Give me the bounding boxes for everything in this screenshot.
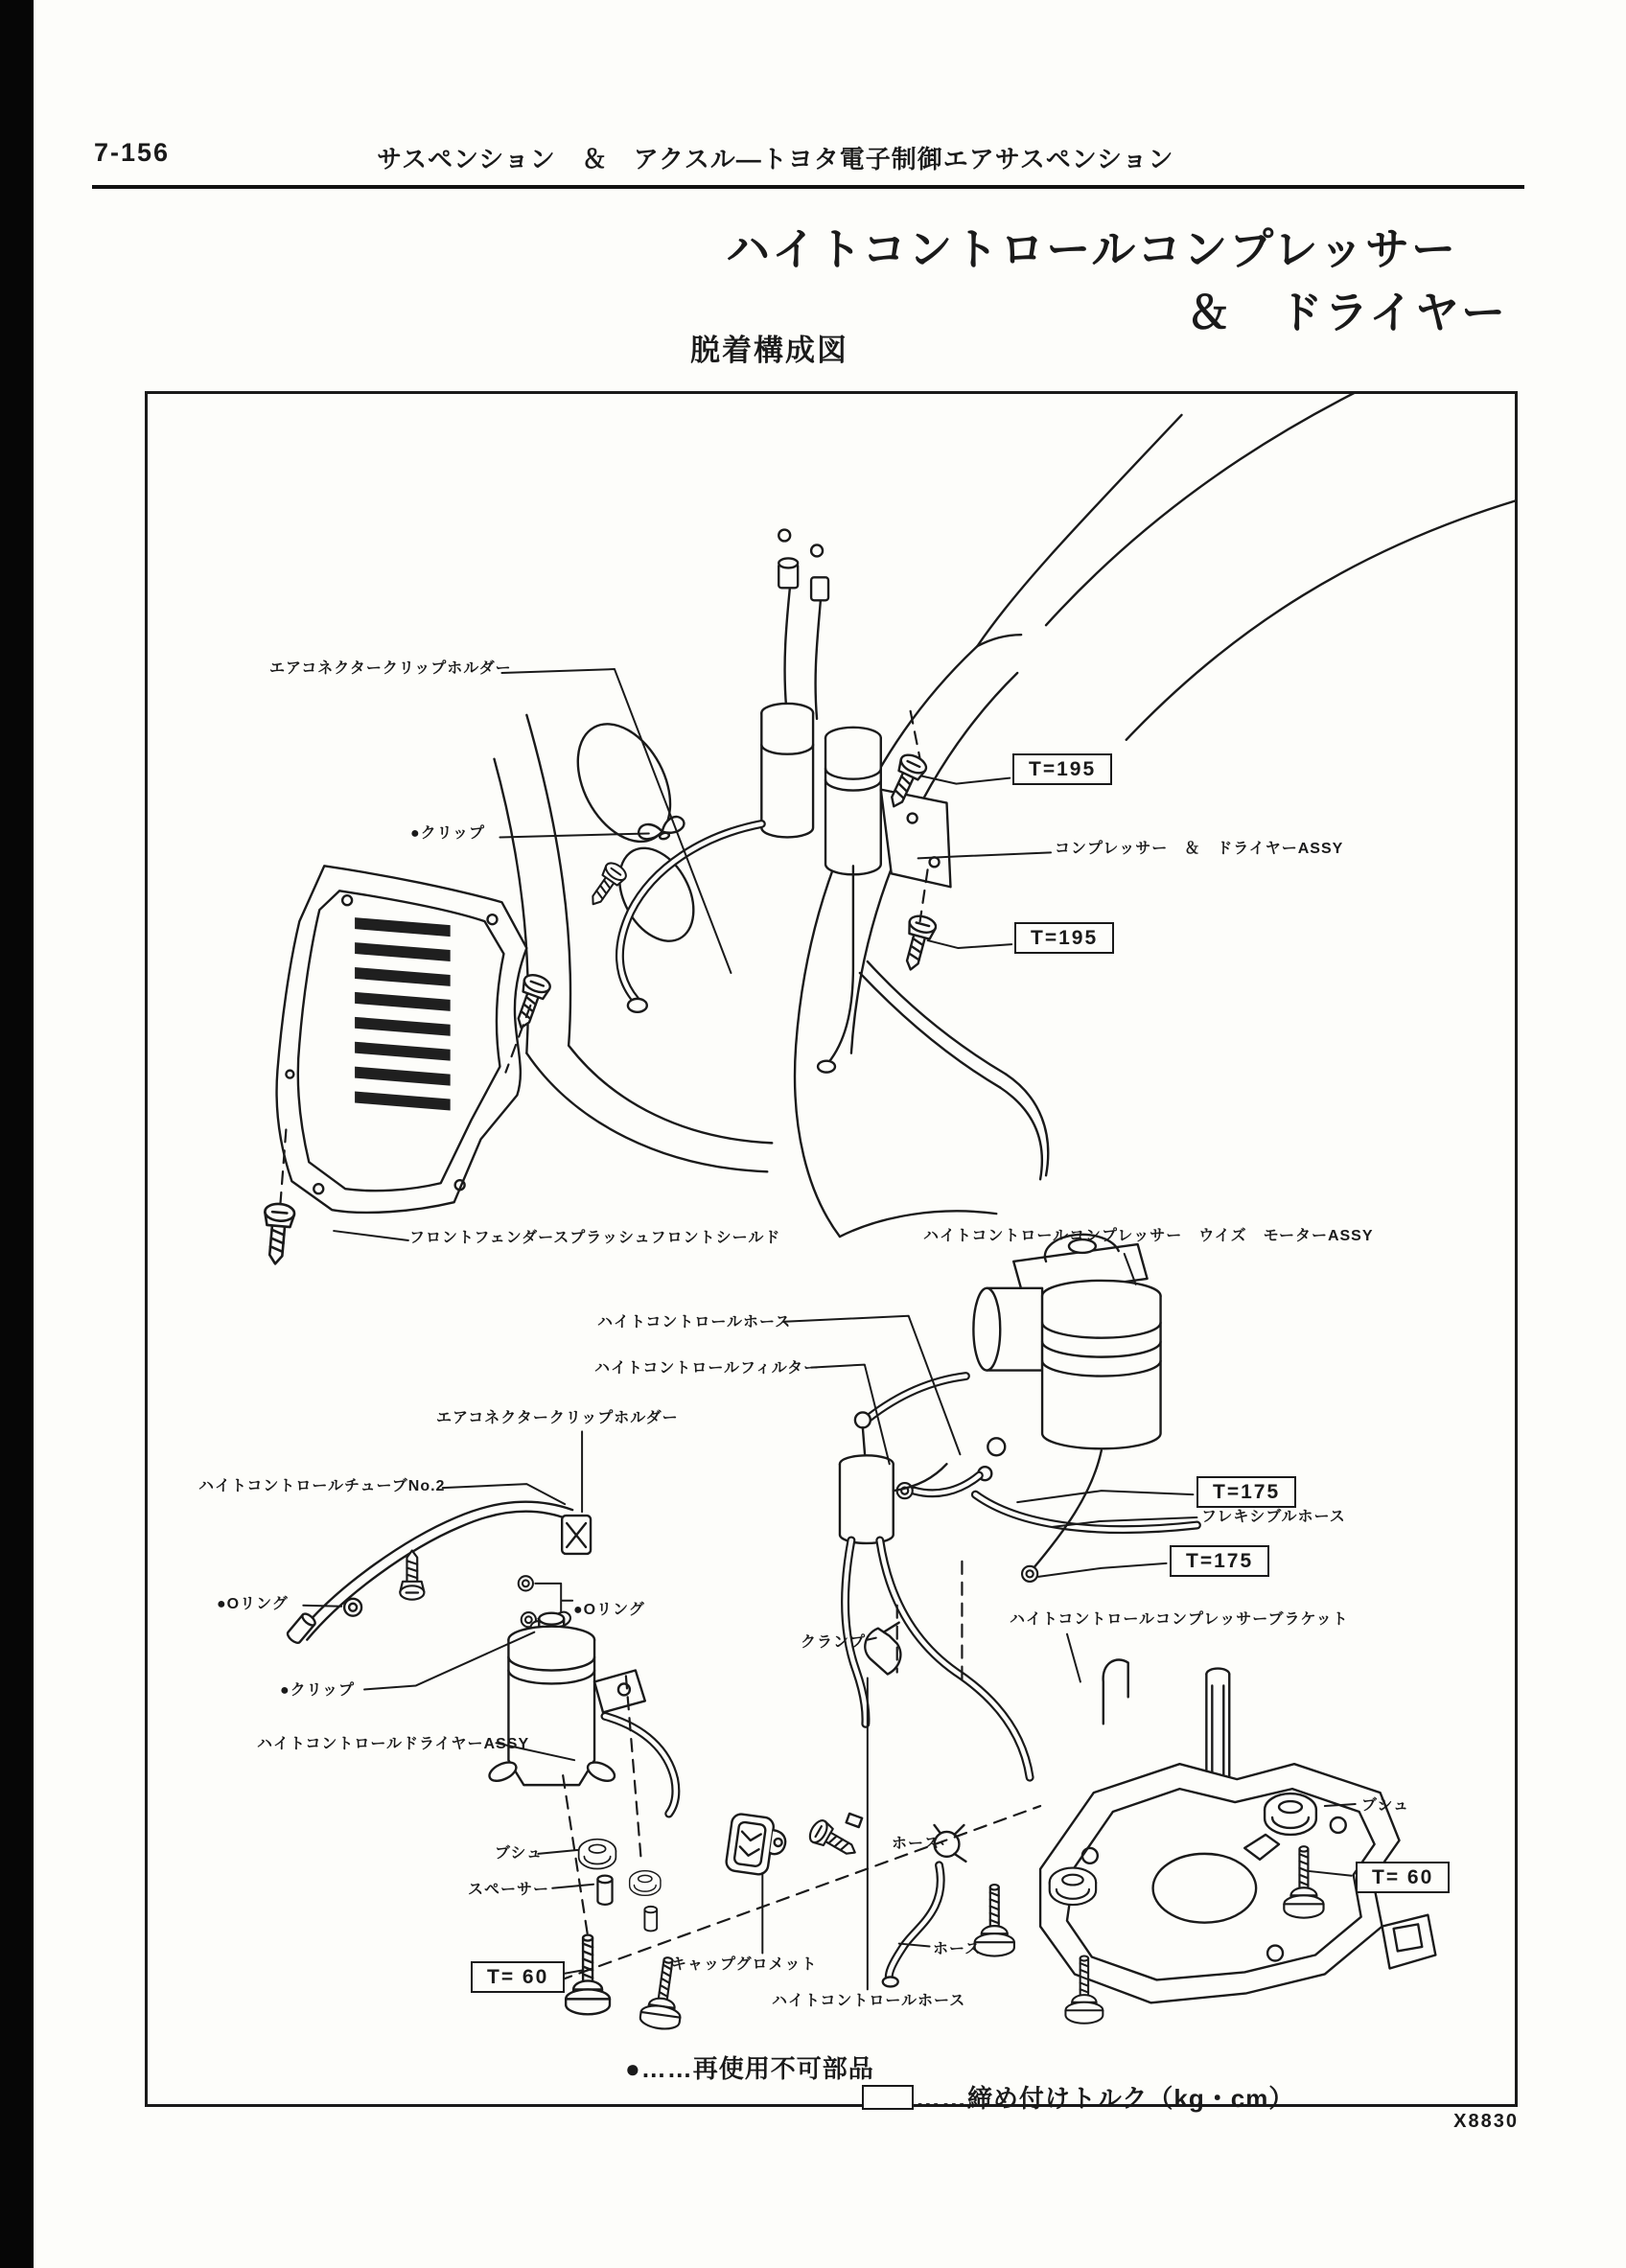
part-label-air-connector-clip-holder-lower: エアコネクタークリップホルダー xyxy=(436,1410,679,1426)
torque-60-right: T= 60 xyxy=(1356,1862,1450,1893)
header-rule xyxy=(92,185,1524,189)
part-label-clip-lower: ●クリップ xyxy=(280,1682,356,1699)
part-label-o-ring-left: ●Oリング xyxy=(217,1596,289,1612)
torque-60-left: T= 60 xyxy=(471,1961,565,1993)
legend-torque xyxy=(830,2049,1294,2144)
torque-175-a: T=175 xyxy=(1196,1476,1296,1508)
part-label-o-ring-right: ●Oリング xyxy=(573,1602,645,1618)
part-label-height-control-compressor-bracket: ハイトコントロールコンプレッサーブラケット xyxy=(1010,1611,1349,1628)
torque-box-glyph xyxy=(862,2085,914,2110)
part-label-clamp: クランプ xyxy=(801,1634,867,1651)
bracket-art xyxy=(975,1659,1436,2023)
part-label-height-control-tube-no2: ハイトコントロールチューブNo.2 xyxy=(198,1478,446,1494)
part-label-height-control-compressor-with-motor-assy: ハイトコントロールコンプレッサー ウイズ モーターASSY xyxy=(923,1228,1374,1244)
legend-torque-text: ……締め付けトルク（kg・cm） xyxy=(915,2084,1295,2113)
part-label-clip-upper: ●クリップ xyxy=(410,825,486,842)
part-label-air-connector-clip-holder-upper: エアコネクタークリップホルダー xyxy=(269,660,512,677)
part-label-compressor-dryer-assy: コンプレッサー ＆ ドライヤーASSY xyxy=(1055,841,1344,857)
part-label-height-control-filter: ハイトコントロールフィルター xyxy=(594,1360,821,1377)
cap-grommet-art xyxy=(725,1813,788,1877)
part-label-height-control-dryer-assy: ハイトコントロールドライヤーASSY xyxy=(257,1736,530,1752)
torque-195-b: T=195 xyxy=(1014,922,1114,954)
part-label-height-control-hose-lower: ハイトコントロールホース xyxy=(772,1993,966,2009)
figure-subtitle: 脱着構成図 xyxy=(690,334,848,367)
part-label-front-fender-splash-front-shield: フロントフェンダースプラッシュフロントシールド xyxy=(409,1230,781,1246)
page-title-line1: ハイトコントロールコンプレッサー xyxy=(726,224,1457,274)
part-label-flexible-hose: フレキシブルホース xyxy=(1201,1509,1346,1525)
part-label-bush-right: ブシュ xyxy=(1361,1797,1410,1814)
page-number: 7-156 xyxy=(94,138,171,167)
part-label-bush-left: ブシュ xyxy=(495,1845,544,1862)
section-header: サスペンション ＆ アクスル―トヨタ電子制御エアサスペンション xyxy=(377,145,1174,174)
page-title-line2: ＆ ドライヤー xyxy=(1186,288,1507,337)
diagram-artwork xyxy=(148,394,1515,2104)
page-edge-strip xyxy=(0,0,34,2268)
dryer-assy-art xyxy=(487,1613,676,1814)
part-label-cap-grommet: キャップグロメット xyxy=(671,1956,818,1973)
car-body-outline xyxy=(494,394,1515,1237)
compressor-dryer-assembly-art xyxy=(584,530,1048,1180)
part-label-spacer: スペーサー xyxy=(468,1882,550,1898)
part-label-height-control-hose-upper: ハイトコントロールホース xyxy=(597,1314,792,1331)
torque-175-b: T=175 xyxy=(1170,1545,1269,1577)
figure-box xyxy=(145,391,1518,2107)
part-label-hose-upper: ホース xyxy=(892,1836,941,1852)
legend-reuse: ●……再使用不可部品 xyxy=(625,2054,874,2083)
bush-spacer-bolt-art xyxy=(566,1840,688,2031)
torque-195-a: T=195 xyxy=(1012,753,1112,785)
part-label-hose-lower: ホース xyxy=(933,1941,982,1957)
figure-code: X8830 xyxy=(1453,2111,1519,2132)
